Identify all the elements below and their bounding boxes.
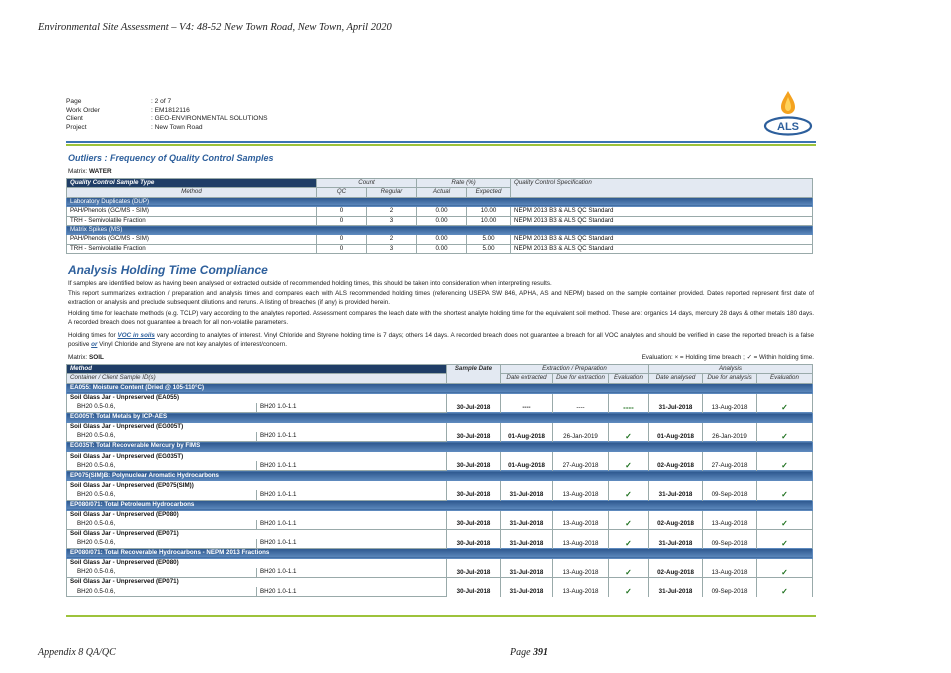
cell-date-analysed: 31-Jul-2018 (649, 393, 703, 412)
col-header-method: Method (67, 365, 447, 374)
evaluation-legend: Evaluation: × = Holding time breach ; ✓ = Within holding time. (641, 354, 814, 361)
cell-date-analysed: 02-Aug-2018 (649, 558, 703, 577)
meta-row (66, 124, 351, 133)
cell-spec: NEPM 2013 B3 & ALS QC Standard (511, 235, 813, 244)
table-row (67, 244, 813, 253)
footer-rule (66, 615, 816, 617)
container-row (67, 452, 813, 462)
holding-title: Analysis Holding Time Compliance (68, 263, 268, 277)
header-rule-accent (66, 144, 816, 146)
col-header-expected: Expected (467, 188, 511, 197)
cell-due-analysis: 26-Jan-2019 (703, 423, 757, 442)
cell-method: TRH - Semivolatile Fraction (67, 216, 317, 225)
cell-analysis-evaluation: ✓ (757, 393, 813, 412)
cell-analysis-evaluation: ✓ (757, 452, 813, 471)
method-group-row (67, 413, 813, 423)
cell-date-extracted: 31-Jul-2018 (501, 481, 553, 500)
cell-due-extraction: 27-Aug-2018 (553, 452, 609, 471)
col-header-qc: QC (317, 188, 367, 197)
cell-expected: 10.00 (467, 216, 511, 225)
cell-extraction-evaluation: ✓ (609, 529, 649, 548)
cell-date-extracted: 31-Jul-2018 (501, 578, 553, 597)
cell-sample-date: 30-Jul-2018 (447, 578, 501, 597)
cell-container: Soil Glass Jar - Unpreserved (EP071) (67, 578, 447, 588)
report-metadata (66, 98, 351, 132)
voc-emphasis: VOC in soils (117, 332, 155, 339)
col-header-regular: Regular (367, 188, 417, 197)
cell-regular: 2 (367, 207, 417, 216)
method-group-label: EG005T: Total Metals by ICP-AES (67, 413, 813, 423)
cell-spec: NEPM 2013 B3 & ALS QC Standard (511, 244, 813, 253)
cell-sample-date: 30-Jul-2018 (447, 452, 501, 471)
holding-paragraph-3: Holding time for leachate methods (e.g. TCLP) vary according to the analytes reported. Assessment compares the leach date with the shortest analyte holding time for the equivalent soil method. These are: organics 14 days, mercury 28 days & other metals 180 days. A recorded breach does not guarantee a breach for all non-volatile parameters. (68, 310, 814, 326)
cell-qc: 0 (317, 235, 367, 244)
col-header-extraction: Extraction / Preparation (501, 365, 649, 374)
cell-container: Soil Glass Jar - Unpreserved (EG035T) (67, 452, 447, 462)
col-header-method: Method (67, 188, 317, 197)
method-group-row (67, 500, 813, 510)
method-group-label: EP080/071: Total Petroleum Hydrocarbons (67, 500, 813, 510)
cell-container: Soil Glass Jar - Unpreserved (EA055) (67, 393, 447, 403)
cell-due-analysis: 09-Sep-2018 (703, 481, 757, 500)
cell-qc: 0 (317, 207, 367, 216)
cell-actual: 0.00 (417, 235, 467, 244)
cell-expected: 10.00 (467, 207, 511, 216)
container-row (67, 423, 813, 433)
cell-date-extracted: 31-Jul-2018 (501, 529, 553, 548)
holding-paragraph-4: Holding times for VOC in soils vary according to analytes of interest. Vinyl Chloride and Styrene holding time is 7 days; others 14 days. A recorded breach does not guarantee a breach for all VOC analytes and should be verified in case the reported breach is a false positive or Vinyl Chloride and Styrene are not key analytes of interest/concern. (68, 332, 815, 348)
cell-sample-id: BH20 0.5-0.6, (67, 568, 257, 578)
col-header-due-analysis: Due for analysis (703, 374, 757, 383)
cell-sample-id: BH20 1.0-1.1 (257, 490, 447, 500)
qc-group-label: Laboratory Duplicates (DUP) (67, 197, 813, 206)
col-header-container: Container / Client Sample ID(s) (67, 374, 447, 383)
meta-key: Client (66, 115, 83, 123)
cell-regular: 2 (367, 235, 417, 244)
cell-due-analysis: 27-Aug-2018 (703, 452, 757, 471)
document-header: Environmental Site Assessment – V4: 48-52 New Town Road, New Town, April 2020 (38, 22, 392, 33)
cell-due-extraction: 13-Aug-2018 (553, 510, 609, 529)
cell-sample-id: BH20 0.5-0.6, (67, 432, 257, 442)
logo-text: ALS (777, 121, 799, 133)
col-header-date-analysed: Date analysed (649, 374, 703, 383)
als-logo (762, 88, 814, 136)
cell-due-extraction: 13-Aug-2018 (553, 529, 609, 548)
cell-date-extracted: 01-Aug-2018 (501, 452, 553, 471)
or-emphasis: or (91, 341, 98, 348)
cell-extraction-evaluation: ✓ (609, 578, 649, 597)
cell-analysis-evaluation: ✓ (757, 481, 813, 500)
col-header-evaluation: Evaluation (609, 374, 649, 383)
meta-value: : GEO-ENVIRONMENTAL SOLUTIONS (151, 115, 268, 123)
cell-due-analysis: 09-Sep-2018 (703, 529, 757, 548)
col-header-actual: Actual (417, 188, 467, 197)
cell-date-analysed: 31-Jul-2018 (649, 481, 703, 500)
col-header-due-extraction: Due for extraction (553, 374, 609, 383)
cell-analysis-evaluation: ✓ (757, 529, 813, 548)
cell-sample-id: BH20 0.5-0.6, (67, 539, 257, 549)
meta-row (66, 98, 351, 107)
header-rule (66, 141, 816, 143)
qc-group-row (67, 226, 813, 235)
cell-due-extraction: 13-Aug-2018 (553, 558, 609, 577)
cell-method: PAH/Phenols (GC/MS - SIM) (67, 235, 317, 244)
method-group-label: EA055: Moisture Content (Dried @ 105-110°C) (67, 383, 813, 393)
holding-matrix-label: Matrix: SOIL (68, 354, 104, 361)
cell-due-analysis: 13-Aug-2018 (703, 510, 757, 529)
cell-regular: 3 (367, 216, 417, 225)
table-row (67, 207, 813, 216)
cell-container: Soil Glass Jar - Unpreserved (EP071) (67, 529, 447, 539)
holding-time-table (66, 364, 813, 597)
cell-sample-date: 30-Jul-2018 (447, 481, 501, 500)
cell-due-extraction: 13-Aug-2018 (553, 578, 609, 597)
cell-sample-id: BH20 0.5-0.6, (67, 520, 257, 530)
cell-sample-id: BH20 0.5-0.6, (67, 403, 257, 413)
method-group-label: EP075(SIM)B: Polynuclear Aromatic Hydrocarbons (67, 471, 813, 481)
cell-date-analysed: 02-Aug-2018 (649, 510, 703, 529)
cell-container: Soil Glass Jar - Unpreserved (EP075(SIM)) (67, 481, 447, 491)
cell-extraction-evaluation: ✓ (609, 510, 649, 529)
holding-paragraph-1: If samples are identified below as having been analysed or extracted outside of recommended holding times, this should be taken into consideration when interpreting results. (68, 280, 552, 287)
cell-date-analysed: 02-Aug-2018 (649, 452, 703, 471)
cell-sample-date: 30-Jul-2018 (447, 558, 501, 577)
footer-page: Page 391 (510, 647, 549, 658)
cell-expected: 5.00 (467, 235, 511, 244)
cell-container: Soil Glass Jar - Unpreserved (EG005T) (67, 423, 447, 433)
cell-due-analysis: 13-Aug-2018 (703, 558, 757, 577)
meta-row (66, 107, 351, 116)
container-row (67, 481, 813, 491)
meta-row (66, 115, 351, 124)
meta-value: : 2 of 7 (151, 98, 172, 105)
cell-extraction-evaluation: ✓ (609, 423, 649, 442)
cell-due-extraction: ---- (553, 393, 609, 412)
method-group-row (67, 548, 813, 558)
qc-group-label: Matrix Spikes (MS) (67, 226, 813, 235)
cell-extraction-evaluation: ✓ (609, 558, 649, 577)
cell-due-extraction: 26-Jan-2019 (553, 423, 609, 442)
cell-sample-date: 30-Jul-2018 (447, 529, 501, 548)
qc-group-row (67, 197, 813, 206)
cell-actual: 0.00 (417, 244, 467, 253)
cell-due-analysis: 13-Aug-2018 (703, 393, 757, 412)
cell-actual: 0.00 (417, 216, 467, 225)
cell-date-analysed: 31-Jul-2018 (649, 578, 703, 597)
cell-extraction-evaluation: ---- (609, 393, 649, 412)
cell-sample-id: BH20 1.0-1.1 (257, 461, 447, 471)
cell-sample-id: BH20 1.0-1.1 (257, 520, 447, 530)
cell-container: Soil Glass Jar - Unpreserved (EP080) (67, 510, 447, 520)
col-header-sample-date: Sample Date (447, 365, 501, 384)
cell-sample-id: BH20 1.0-1.1 (257, 539, 447, 549)
method-group-label: EG035T: Total Recoverable Mercury by FIMS (67, 442, 813, 452)
cell-date-extracted: 01-Aug-2018 (501, 423, 553, 442)
cell-extraction-evaluation: ✓ (609, 452, 649, 471)
cell-actual: 0.00 (417, 207, 467, 216)
method-group-row (67, 471, 813, 481)
cell-date-extracted: 31-Jul-2018 (501, 558, 553, 577)
matrix-value: SOIL (88, 354, 104, 361)
col-header-spec: Quality Control Specification (511, 179, 813, 198)
col-header-evaluation: Evaluation (757, 374, 813, 383)
cell-date-extracted: 31-Jul-2018 (501, 510, 553, 529)
cell-extraction-evaluation: ✓ (609, 481, 649, 500)
holding-paragraph-2: This report summarizes extraction / preparation and analysis times and compares each with ALS recommended holding times (referencing USEPA SW 846, APHA, AS and NEPM) based on the sample container provided. Dates reported represent first date of extraction or analysis and preclude subsequent dilutions and reruns. A listing of breaches (if any) is provided herein. (68, 290, 814, 306)
cell-spec: NEPM 2013 B3 & ALS QC Standard (511, 216, 813, 225)
cell-method: TRH - Semivolatile Fraction (67, 244, 317, 253)
col-header-count: Count (317, 179, 417, 188)
cell-sample-id: BH20 1.0-1.1 (257, 587, 447, 597)
cell-sample-id: BH20 0.5-0.6, (67, 490, 257, 500)
cell-sample-id: BH20 0.5-0.6, (67, 587, 257, 597)
cell-sample-id: BH20 1.0-1.1 (257, 568, 447, 578)
method-group-row (67, 442, 813, 452)
cell-method: PAH/Phenols (GC/MS - SIM) (67, 207, 317, 216)
cell-regular: 3 (367, 244, 417, 253)
cell-analysis-evaluation: ✓ (757, 558, 813, 577)
footer-appendix: Appendix 8 QA/QC (38, 647, 116, 658)
cell-qc: 0 (317, 244, 367, 253)
meta-key: Page (66, 98, 82, 105)
cell-spec: NEPM 2013 B3 & ALS QC Standard (511, 207, 813, 216)
meta-value: : New Town Road (151, 123, 203, 131)
container-row (67, 510, 813, 520)
outliers-title: Outliers : Frequency of Quality Control Samples (68, 153, 274, 163)
cell-date-analysed: 31-Jul-2018 (649, 529, 703, 548)
container-row (67, 578, 813, 588)
meta-value: : EM1812116 (151, 106, 190, 114)
cell-analysis-evaluation: ✓ (757, 510, 813, 529)
cell-sample-id: BH20 0.5-0.6, (67, 461, 257, 471)
method-group-label: EP080/071: Total Recoverable Hydrocarbons - NEPM 2013 Fractions (67, 548, 813, 558)
meta-key: Work Order (66, 106, 100, 114)
outliers-matrix-label: Matrix: WATER (68, 168, 112, 175)
cell-date-analysed: 01-Aug-2018 (649, 423, 703, 442)
cell-sample-date: 30-Jul-2018 (447, 423, 501, 442)
table-row (67, 235, 813, 244)
col-header-date-extracted: Date extracted (501, 374, 553, 383)
cell-date-extracted: ---- (501, 393, 553, 412)
container-row (67, 529, 813, 539)
cell-container: Soil Glass Jar - Unpreserved (EP080) (67, 558, 447, 568)
page-number: 391 (533, 647, 549, 658)
meta-key: Project (66, 123, 87, 131)
method-group-row (67, 383, 813, 393)
cell-due-analysis: 09-Sep-2018 (703, 578, 757, 597)
cell-qc: 0 (317, 216, 367, 225)
matrix-value: WATER (88, 168, 112, 175)
cell-analysis-evaluation: ✓ (757, 578, 813, 597)
cell-sample-date: 30-Jul-2018 (447, 393, 501, 412)
container-row (67, 393, 813, 403)
cell-sample-id: BH20 1.0-1.1 (257, 403, 447, 413)
cell-sample-date: 30-Jul-2018 (447, 510, 501, 529)
container-row (67, 558, 813, 568)
lab-report-page (66, 96, 816, 619)
outliers-table (66, 178, 813, 254)
cell-expected: 5.00 (467, 244, 511, 253)
table-row (67, 216, 813, 225)
cell-due-extraction: 13-Aug-2018 (553, 481, 609, 500)
col-header-type: Quality Control Sample Type (67, 179, 317, 188)
col-header-analysis: Analysis (649, 365, 813, 374)
cell-analysis-evaluation: ✓ (757, 423, 813, 442)
cell-sample-id: BH20 1.0-1.1 (257, 432, 447, 442)
col-header-rate: Rate (%) (417, 179, 511, 188)
